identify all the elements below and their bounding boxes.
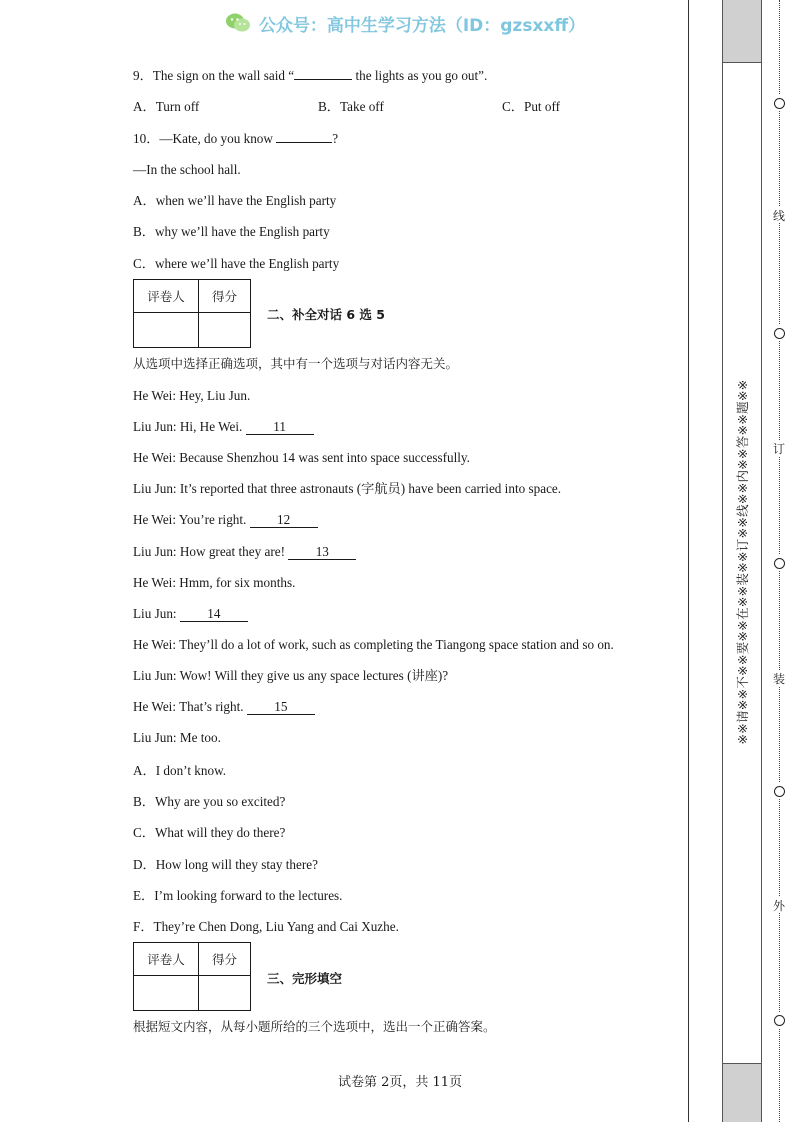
binding-margin-border	[688, 0, 689, 1122]
binding-circle-mark	[771, 783, 787, 799]
dialogue-text: He Wei: Hmm, for six months.	[133, 575, 296, 590]
dialogue-text: Liu Jun: How great they are!	[133, 544, 289, 559]
score-cell[interactable]	[199, 976, 251, 1011]
dialogue-line	[133, 667, 448, 685]
dialogue-line	[133, 449, 470, 467]
dialogue-text: He Wei: They’ll do a lot of work, such as completing the Tiangong space station and so on.	[133, 637, 614, 652]
binding-mark-outer: 外	[772, 898, 785, 913]
dialogue-line	[133, 605, 248, 623]
score-table	[133, 279, 251, 348]
answer-blank-12[interactable]: 12	[250, 512, 318, 528]
q10-option-b[interactable]: B．why we’ll have the English party	[133, 224, 330, 239]
wechat-icon	[225, 12, 251, 34]
answer-blank-11[interactable]: 11	[246, 419, 314, 435]
grader-cell[interactable]	[134, 313, 199, 348]
grader-cell[interactable]	[134, 976, 199, 1011]
binding-circle-mark	[771, 95, 787, 111]
dialogue-text: Liu Jun: Wow! Will they give us any space lectures (讲座)?	[133, 668, 449, 683]
binding-mark-bind: 订	[772, 441, 785, 456]
question-10-stem: 10．—Kate, do you know ?	[133, 131, 339, 146]
question-9-stem: 9．The sign on the wall said “ the lights as you go out”.	[133, 68, 488, 83]
binding-mark-line: 线	[772, 208, 785, 223]
s2-option-c[interactable]: C．What will they do there?	[133, 825, 286, 840]
dialogue-text: He Wei: That’s right.	[133, 699, 247, 714]
dialogue-text: He Wei: Because Shenzhou 14 was sent into space successfully.	[133, 450, 470, 465]
score-cell[interactable]	[199, 313, 251, 348]
answer-blank-15[interactable]: 15	[247, 699, 315, 715]
page-header	[210, 9, 600, 37]
binding-warning-text: ※※请※※不※※要※※在※※装※※订※※线※※内※※答※※题※※	[735, 379, 750, 745]
dialogue-line	[133, 387, 250, 405]
section-2-title: 二、补全对话 6 选 5	[267, 307, 385, 322]
answer-blank-13[interactable]: 13	[288, 544, 356, 560]
s2-option-d[interactable]: D．How long will they stay there?	[133, 857, 318, 872]
dialogue-line	[133, 729, 221, 747]
dialogue-text: Liu Jun: Hi, He Wei.	[133, 419, 246, 434]
section-3-instruction: 根据短文内容，从每小题所给的三个选项中，选出一个正确答案。	[133, 1019, 496, 1034]
s2-option-a[interactable]: A．I don’t know.	[133, 763, 227, 778]
grader-label: 评卷人	[134, 280, 199, 313]
dialogue-line	[133, 511, 318, 529]
binding-mark-fix: 装	[772, 671, 785, 686]
dialogue-text: He Wei: You’re right.	[133, 512, 250, 527]
s2-option-e[interactable]: E．I’m looking forward to the lectures.	[133, 888, 343, 903]
s2-option-f[interactable]: F．They’re Chen Dong, Liu Yang and Cai Xuzhe.	[133, 919, 399, 934]
dialogue-text: Liu Jun:	[133, 606, 180, 621]
q10-option-a[interactable]: A．when we’ll have the English party	[133, 193, 337, 208]
q9-option-c[interactable]: C．Put off	[502, 99, 561, 114]
dialogue-text: He Wei: Hey, Liu Jun.	[133, 388, 251, 403]
dialogue-line	[133, 698, 315, 716]
s2-option-b[interactable]: B．Why are you so excited?	[133, 794, 286, 809]
dialogue-line	[133, 543, 356, 561]
dialogue-text: Liu Jun: It’s reported that three astronauts (字航员) have been carried into space.	[133, 481, 562, 496]
score-table	[133, 942, 251, 1011]
q9-option-b[interactable]: B．Take off	[318, 99, 384, 114]
binding-circle-mark	[771, 555, 787, 571]
grader-label: 评卷人	[134, 943, 199, 976]
dialogue-line	[133, 480, 561, 498]
header-text: 公众号：高中生学习方法（ID：gzsxxff）	[258, 15, 586, 36]
binding-circle-mark	[771, 325, 787, 341]
dialogue-line	[133, 574, 295, 592]
page-number: 试卷第 2页，共 11页	[338, 1075, 463, 1090]
q9-option-a[interactable]: A．Turn off	[133, 99, 200, 114]
q10-option-c[interactable]: C．where we’ll have the English party	[133, 256, 340, 271]
dialogue-line	[133, 636, 614, 654]
answer-blank-14[interactable]: 14	[180, 606, 248, 622]
score-label: 得分	[199, 943, 251, 976]
question-10-reply: —In the school hall.	[133, 162, 241, 177]
dialogue-text: Liu Jun: Me too.	[133, 730, 221, 745]
section-3-title: 三、完形填空	[267, 971, 343, 986]
binding-circle-mark	[771, 1012, 787, 1028]
dialogue-line	[133, 418, 314, 436]
score-label: 得分	[199, 280, 251, 313]
section-2-instruction: 从选项中选择正确选项，其中有一个选项与对话内容无关。	[133, 356, 459, 371]
